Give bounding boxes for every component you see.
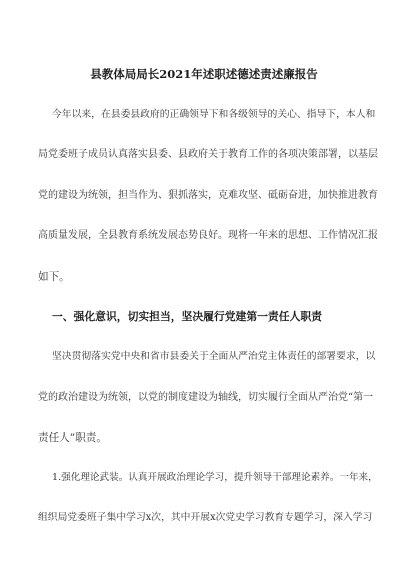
intro-line-4: 高质量发展，全县教育系统发展态势良好。现将一年来的思想、工作情况汇报 bbox=[38, 230, 378, 241]
section1-line-3: 责任人”职责。 bbox=[38, 432, 107, 444]
section1-line-2: 党的政治建设为统领，以党的制度建设为轴线，切实履行全面从严治党“第一 bbox=[38, 392, 374, 403]
intro-line-1: 今年以来，在县委县政府的正确领导下和各级领导的关心、指导下，本人和 bbox=[52, 109, 376, 120]
section1-line-1: 坚决贯彻落实党中央和省市县委关于全面从严治党主体责任的部署要求，以 bbox=[52, 351, 376, 362]
document-title: 县教体局局长2021年述职述德述责述廉报告 bbox=[90, 67, 318, 81]
intro-line-2: 局党委班子成员认真落实县委、县政府关于教育工作的各项决策部署，以基层 bbox=[38, 149, 378, 160]
intro-line-3: 党的建设为统领，担当作为、狠抓落实，克难攻坚、砥砺奋进，加快推进教育 bbox=[38, 190, 378, 201]
intro-line-5: 如下。 bbox=[38, 271, 70, 283]
item1-line-1: 1.强化理论武装。认真开展政治理论学习，提升领导干部理论素养。一年来， bbox=[52, 472, 378, 483]
item1-line-2: 组织局党委班子集中学习x次，其中开展x次党史学习教育专题学习，深入学习 bbox=[38, 512, 373, 523]
section-heading: 一、强化意识，切实担当，坚决履行党建第一责任人职责 bbox=[52, 310, 322, 323]
